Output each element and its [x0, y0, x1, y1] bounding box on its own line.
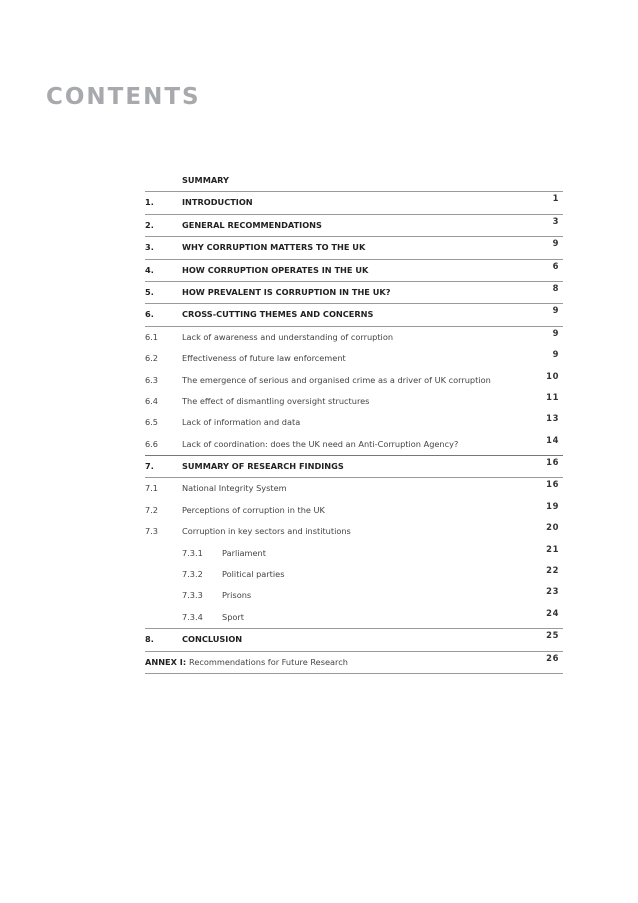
- toc-subsection-row[interactable]: [145, 585, 563, 606]
- toc-annex-row[interactable]: [145, 652, 563, 674]
- toc-entry-number: 6.2: [145, 353, 159, 364]
- toc-chapter-row[interactable]: [145, 282, 563, 304]
- toc-section-row[interactable]: [145, 521, 563, 542]
- toc-entry-number: 7.: [145, 461, 154, 472]
- toc-chapter-row[interactable]: [145, 237, 563, 259]
- toc-entry-page: 9: [552, 327, 559, 338]
- table-of-contents: [145, 170, 563, 674]
- toc-chapter-row[interactable]: [145, 192, 563, 214]
- toc-chapter-row[interactable]: [145, 456, 563, 478]
- toc-summary-row[interactable]: [145, 170, 563, 192]
- toc-section-row[interactable]: [145, 348, 563, 369]
- toc-section-row[interactable]: [145, 434, 563, 456]
- toc-entry-number: 4.: [145, 264, 154, 275]
- toc-entry-number: 6.5: [145, 417, 159, 428]
- toc-entry-number: 8.: [145, 634, 154, 645]
- toc-entry-title: SUMMARY OF RESEARCH FINDINGS: [182, 461, 344, 472]
- toc-entry-page: 19: [546, 500, 559, 511]
- toc-entry-title: The emergence of serious and organised crime as a driver of UK corruption: [182, 374, 491, 385]
- toc-entry-page: 8: [552, 282, 559, 293]
- toc-summary-label: SUMMARY: [182, 175, 229, 185]
- page-title: CONTENTS: [46, 84, 201, 110]
- toc-entry-page: 24: [546, 607, 559, 618]
- toc-entry-title: Lack of awareness and understanding of corruption: [182, 331, 394, 342]
- toc-annex-label: ANNEX I:: [145, 656, 187, 667]
- toc-section-row[interactable]: [145, 327, 563, 348]
- toc-entry-number: 3.: [145, 242, 154, 253]
- toc-entry-title: Political parties: [222, 569, 285, 580]
- toc-entry-title: HOW PREVALENT IS CORRUPTION IN THE UK?: [182, 286, 391, 297]
- toc-entry-number: 7.3.1: [182, 547, 203, 558]
- toc-entry-title: Effectiveness of future law enforcement: [182, 353, 346, 364]
- toc-subsection-row[interactable]: [145, 607, 563, 629]
- toc-entry-title: National Integrity System: [182, 483, 287, 494]
- toc-entry-page: 25: [546, 630, 559, 641]
- toc-entry-number: 6.1: [145, 331, 159, 342]
- toc-chapter-row[interactable]: [145, 629, 563, 651]
- toc-entry-title: Prisons: [222, 590, 252, 601]
- toc-entry-title: The effect of dismantling oversight structures: [182, 395, 370, 406]
- toc-chapter-row[interactable]: [145, 215, 563, 237]
- toc-entry-number: 6.6: [145, 438, 159, 449]
- toc-entry-title: GENERAL RECOMMENDATIONS: [182, 219, 322, 230]
- toc-entry-number: 7.3.4: [182, 611, 203, 622]
- toc-entry-title: Parliament: [222, 547, 266, 558]
- toc-entry-title: INTRODUCTION: [182, 197, 253, 208]
- toc-entry-number: 6.3: [145, 374, 159, 385]
- toc-entry-number: 7.3.3: [182, 590, 203, 601]
- toc-entry-page: 22: [546, 565, 559, 576]
- toc-entry-title: Lack of information and data: [182, 417, 301, 428]
- toc-entry-page: 11: [546, 391, 559, 402]
- toc-entry-title: Sport: [222, 611, 244, 622]
- toc-entry-page: 13: [546, 413, 559, 424]
- toc-entry-number: 7.2: [145, 504, 159, 515]
- toc-entry-page: 23: [546, 586, 559, 597]
- toc-section-row[interactable]: [145, 478, 563, 499]
- toc-entry-number: 7.1: [145, 483, 159, 494]
- toc-entry-page: 9: [552, 305, 559, 316]
- toc-section-row[interactable]: [145, 370, 563, 391]
- toc-chapter-row[interactable]: [145, 304, 563, 326]
- toc-entry-number: 5.: [145, 286, 154, 297]
- toc-annex-title: Recommendations for Future Research: [189, 656, 348, 667]
- toc-entry-page: 3: [552, 215, 559, 226]
- toc-entry-page: 21: [546, 543, 559, 554]
- toc-entry-number: 6.: [145, 309, 154, 320]
- toc-section-row[interactable]: [145, 391, 563, 412]
- toc-entry-title: HOW CORRUPTION OPERATES IN THE UK: [182, 264, 369, 275]
- toc-entry-page: 9: [552, 238, 559, 249]
- toc-chapter-row[interactable]: [145, 260, 563, 282]
- toc-entry-title: Lack of coordination: does the UK need an Anti-Corruption Agency?: [182, 438, 459, 449]
- toc-entry-number: 6.4: [145, 395, 159, 406]
- toc-subsection-row[interactable]: [145, 543, 563, 564]
- toc-entry-page: 16: [546, 457, 559, 468]
- toc-entry-number: 2.: [145, 219, 154, 230]
- toc-entry-page: 14: [546, 434, 559, 445]
- toc-entry-title: CONCLUSION: [182, 634, 243, 645]
- toc-entry-title: Perceptions of corruption in the UK: [182, 504, 325, 515]
- toc-entry-page: 16: [546, 479, 559, 490]
- toc-entry-number: 7.3.2: [182, 569, 203, 580]
- toc-section-row[interactable]: [145, 412, 563, 433]
- toc-entry-title: Corruption in key sectors and institutions: [182, 526, 351, 537]
- toc-entry-page: 20: [546, 522, 559, 533]
- toc-entry-page: 10: [546, 370, 559, 381]
- toc-entry-page: 6: [552, 260, 559, 271]
- toc-entry-title: WHY CORRUPTION MATTERS TO THE UK: [182, 242, 366, 253]
- toc-subsection-row[interactable]: [145, 564, 563, 585]
- toc-entry-page: 26: [546, 652, 559, 663]
- toc-entry-title: CROSS-CUTTING THEMES AND CONCERNS: [182, 309, 374, 320]
- toc-entry-page: 1: [552, 193, 559, 204]
- toc-entry-number: 1.: [145, 197, 154, 208]
- toc-section-row[interactable]: [145, 500, 563, 521]
- toc-entry-number: 7.3: [145, 526, 159, 537]
- toc-entry-page: 9: [552, 349, 559, 360]
